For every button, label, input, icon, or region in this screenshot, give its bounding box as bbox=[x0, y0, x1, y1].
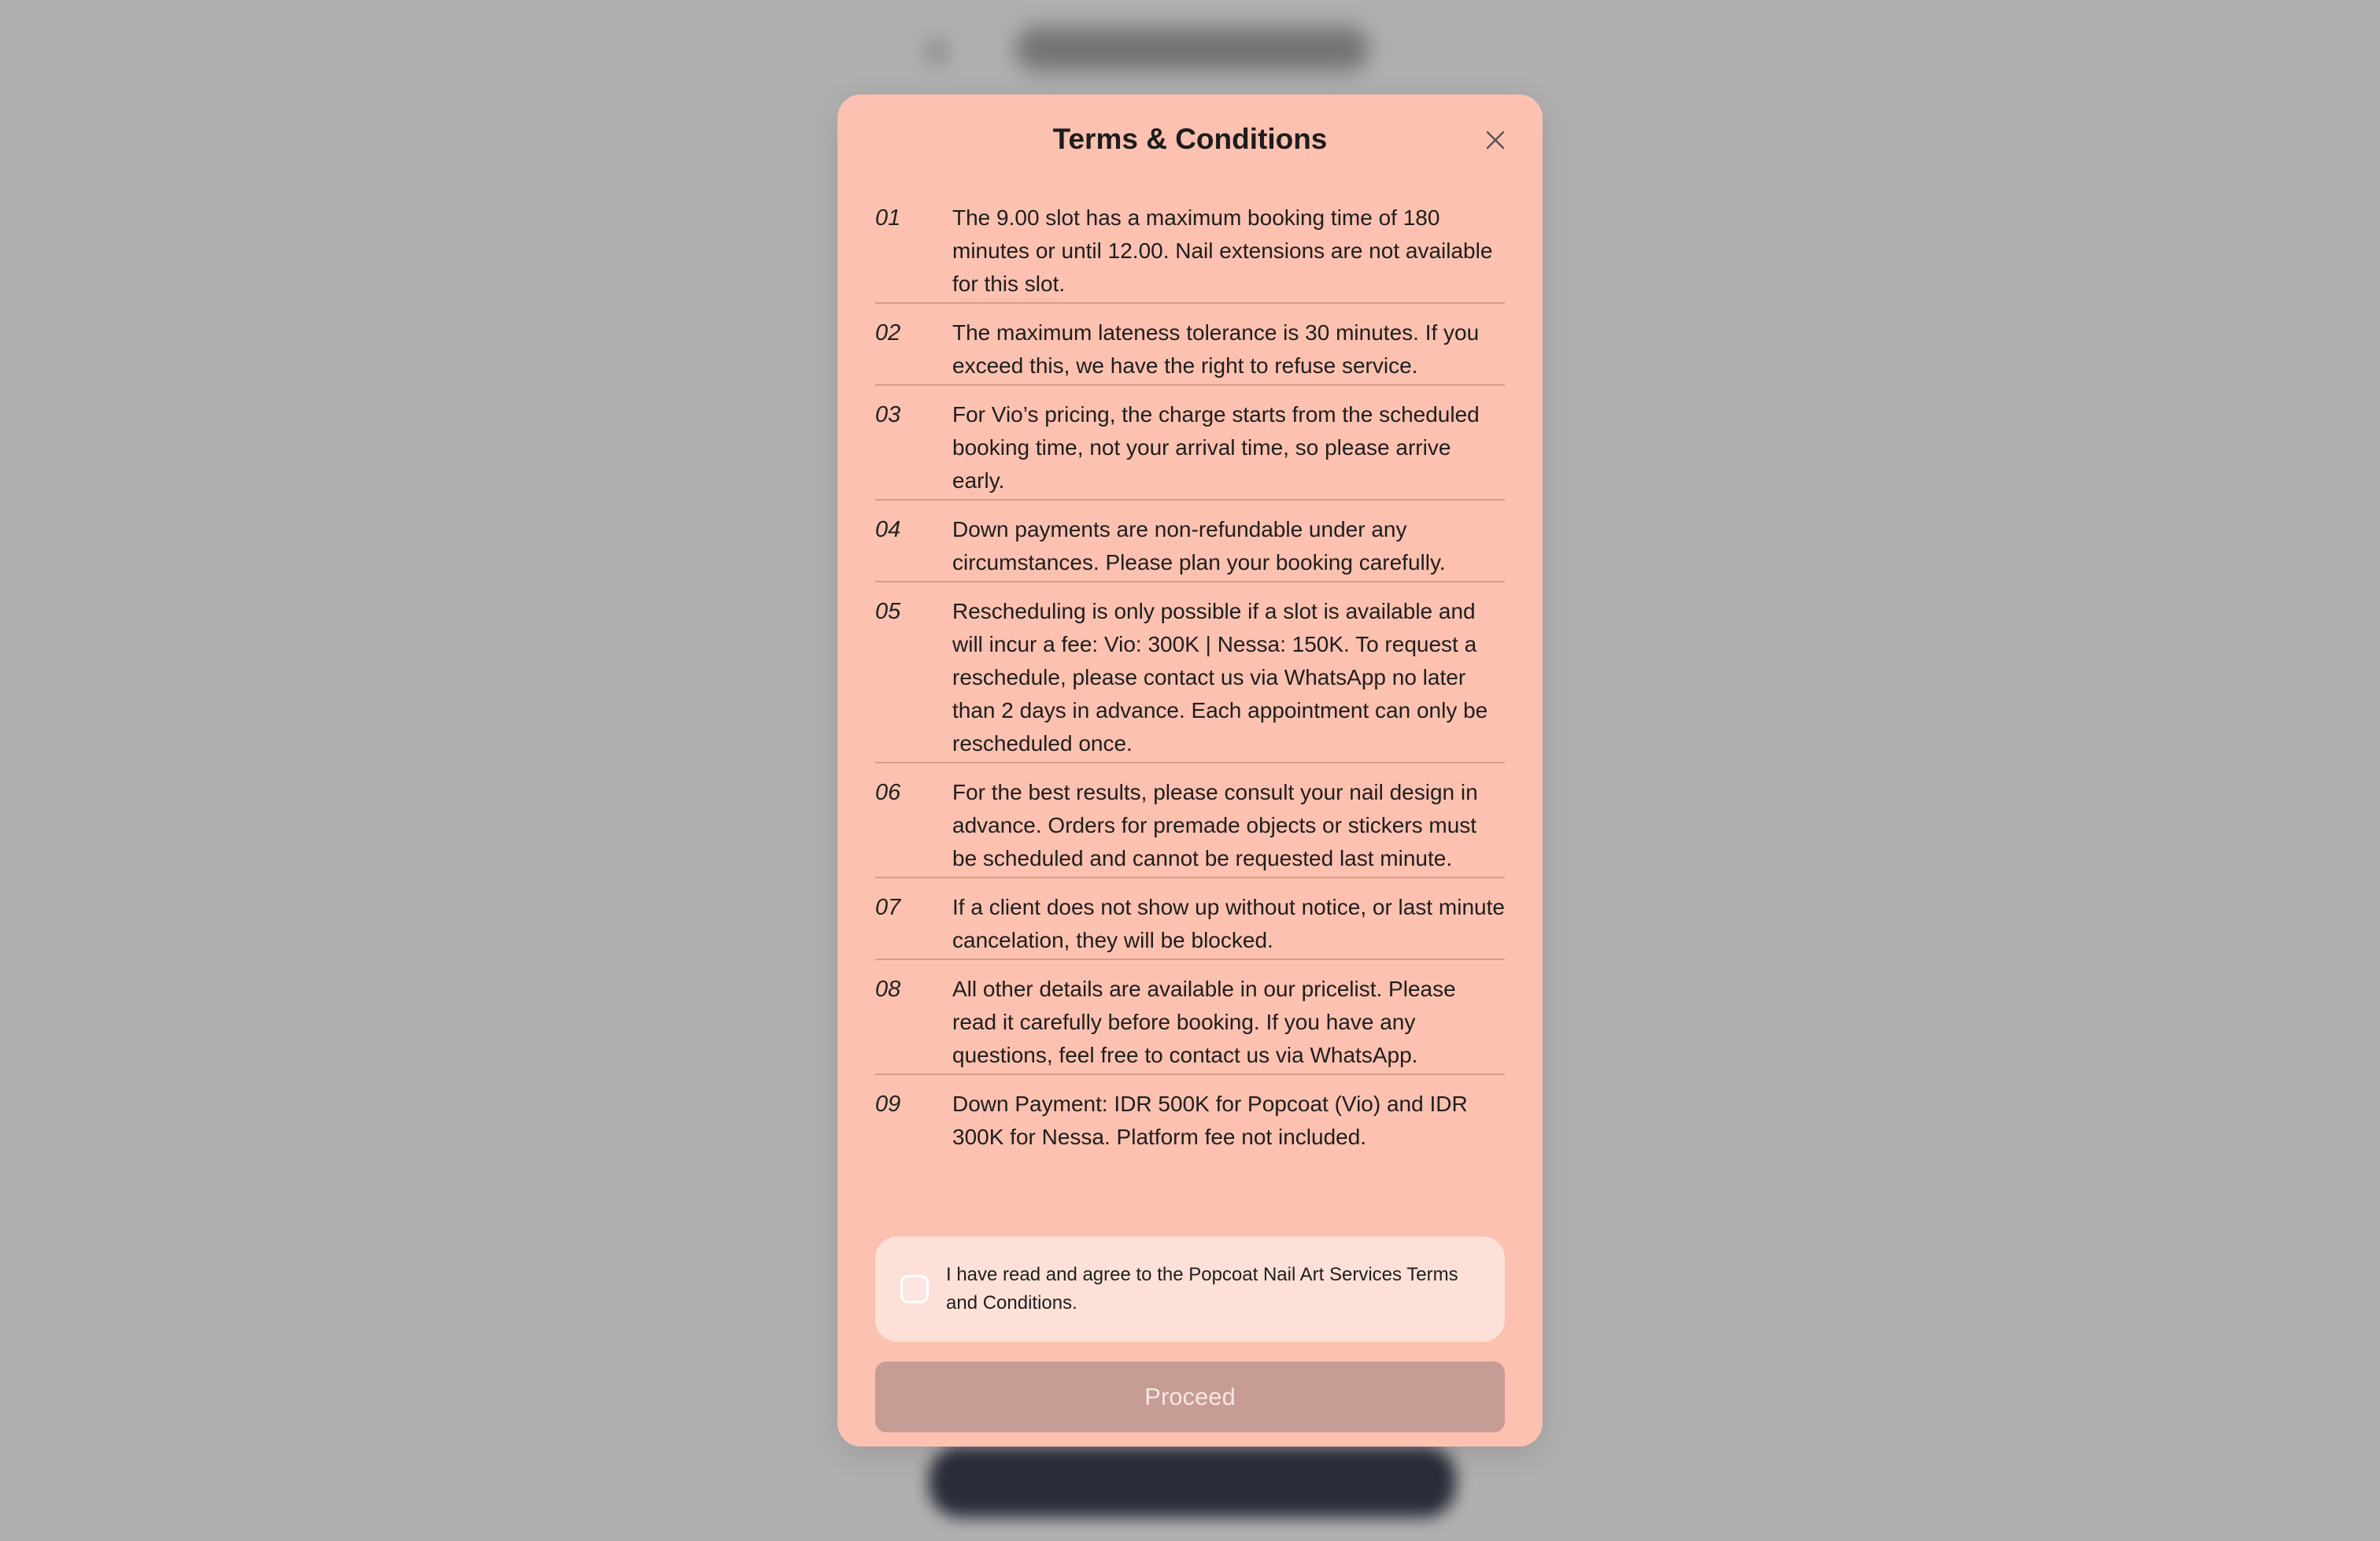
term-number: 05 bbox=[875, 599, 901, 624]
term-number: 08 bbox=[875, 977, 901, 1002]
term-item bbox=[875, 1075, 1505, 1155]
term-text: Down payments are non-refundable under any circumstances. Please plan your booking carefully. bbox=[952, 517, 1446, 575]
term-item bbox=[875, 304, 1505, 386]
term-item bbox=[875, 763, 1505, 878]
term-text: All other details are available in our pricelist. Please read it carefully before booking. If you have any questions, feel free to contact us via WhatsApp. bbox=[952, 977, 1456, 1067]
close-icon bbox=[1485, 130, 1506, 150]
term-text: The 9.00 slot has a maximum booking time of 180 minutes or until 12.00. Nail extensions are not available for this slot. bbox=[952, 205, 1493, 296]
close-button[interactable] bbox=[1465, 110, 1525, 170]
term-text: Rescheduling is only possible if a slot is available and will incur a fee: Vio: 300K | Nessa: 150K. To request a reschedule, please contact us via WhatsApp no later than 2 days in advance. Each appointment can only be rescheduled once. bbox=[952, 599, 1488, 756]
term-text: If a client does not show up without notice, or last minute cancelation, they will be blocked. bbox=[952, 895, 1505, 952]
term-text: For Vio’s pricing, the charge starts from the scheduled booking time, not your arrival time, so please arrive early. bbox=[952, 402, 1480, 493]
term-number: 09 bbox=[875, 1092, 901, 1117]
term-item bbox=[875, 878, 1505, 960]
term-number: 06 bbox=[875, 780, 901, 805]
term-item bbox=[875, 386, 1505, 501]
term-number: 04 bbox=[875, 517, 901, 542]
term-number: 01 bbox=[875, 205, 901, 231]
term-item bbox=[875, 960, 1505, 1075]
agree-label[interactable]: I have read and agree to the Popcoat Nail Art Services Terms and Conditions. bbox=[946, 1264, 1458, 1314]
blurred-page-title bbox=[1015, 27, 1369, 71]
term-number: 02 bbox=[875, 320, 901, 346]
term-number: 07 bbox=[875, 895, 901, 920]
agree-checkbox[interactable] bbox=[900, 1275, 929, 1303]
blurred-bottom-bar bbox=[929, 1447, 1456, 1517]
term-text: The maximum lateness tolerance is 30 minutes. If you exceed this, we have the right to refuse service. bbox=[952, 320, 1480, 378]
term-item bbox=[875, 582, 1505, 763]
back-icon bbox=[921, 36, 952, 68]
proceed-button[interactable]: Proceed bbox=[875, 1362, 1505, 1432]
term-text: For the best results, please consult your nail design in advance. Orders for premade objects or stickers must be scheduled and cannot be requested last minute. bbox=[952, 780, 1478, 870]
term-item bbox=[875, 201, 1505, 304]
modal-title: Terms & Conditions bbox=[1052, 123, 1328, 155]
terms-modal bbox=[837, 94, 1543, 1447]
term-item bbox=[875, 501, 1505, 582]
term-text: Down Payment: IDR 500K for Popcoat (Vio) and IDR 300K for Nessa. Platform fee not included. bbox=[952, 1092, 1468, 1149]
agreement-row[interactable] bbox=[875, 1236, 1505, 1342]
terms-list bbox=[875, 201, 1505, 1155]
term-number: 03 bbox=[875, 402, 901, 427]
